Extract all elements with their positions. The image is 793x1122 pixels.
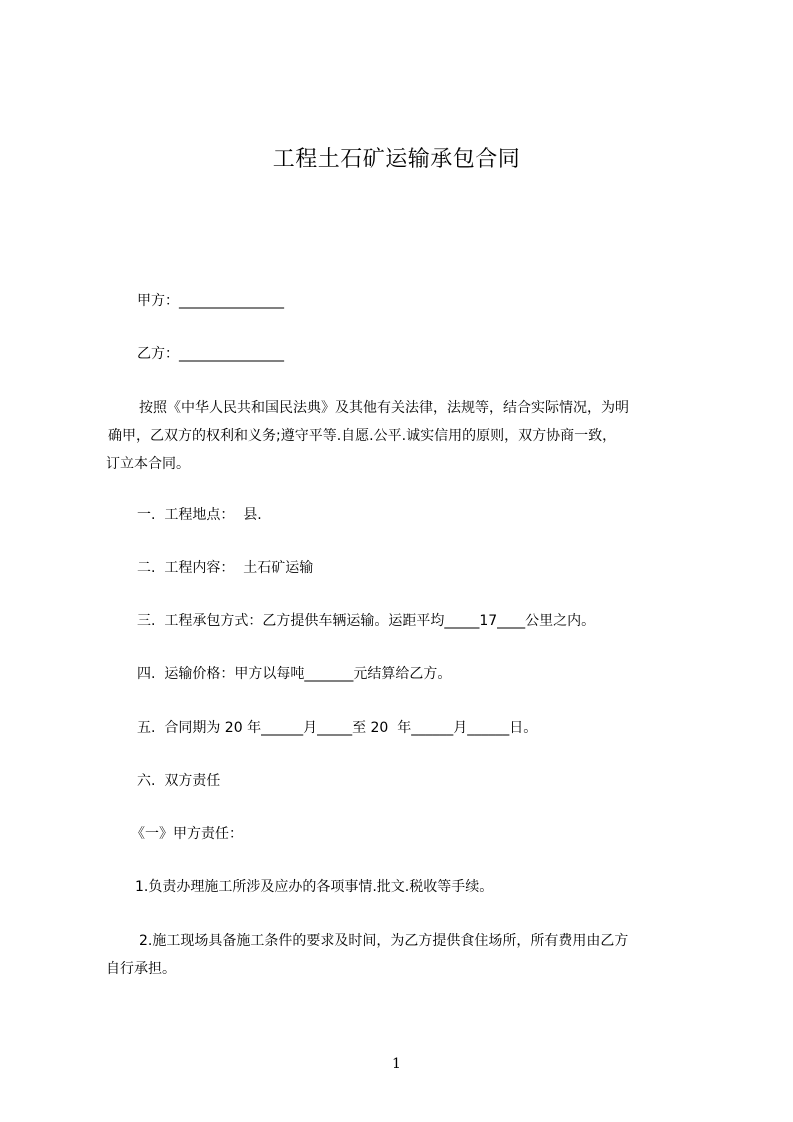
intro-line-2: 确甲，乙双方的权利和义务;遵守平等.自愿.公平.诚实信用的原则，双方协商一致， — [108, 428, 617, 444]
duty-item-1: 1.负责办理施工所涉及应办的各项事情.批文.税收等手续。 — [135, 879, 494, 895]
intro-line-1: 按照《中华人民共和国民法典》及其他有关法律，法规等，结合实际情况，为明 — [139, 400, 629, 416]
clause-location: 一. 工程地点： 县. — [137, 507, 262, 523]
clause-content: 二. 工程内容： 土石矿运输 — [137, 560, 314, 576]
clause-responsibilities: 六. 双方责任 — [137, 773, 221, 789]
section-party-a-duties: 《一》甲方责任： — [131, 826, 243, 842]
duty-item-2-line-1: 2.施工现场具备施工条件的要求及时间，为乙方提供食住场所，所有费用由乙方 — [139, 933, 629, 949]
clause-contract-method: 三. 工程承包方式：乙方提供车辆运输。运距平均_____17____公里之内。 — [137, 613, 596, 629]
clause-period: 五. 合同期为 20 年______月_____至 20 年______月______日。 — [137, 720, 538, 736]
page-number: 1 — [392, 1056, 401, 1072]
intro-line-3: 订立本合同。 — [106, 456, 190, 472]
clause-price: 四. 运输价格：甲方以每吨_______元结算给乙方。 — [137, 666, 452, 682]
party-a-line: 甲方：_______________ — [137, 293, 284, 309]
duty-item-2-line-2: 自行承担。 — [106, 961, 176, 977]
party-b-line: 乙方：_______________ — [137, 346, 284, 362]
document-title: 工程土石矿运输承包合同 — [272, 147, 521, 172]
